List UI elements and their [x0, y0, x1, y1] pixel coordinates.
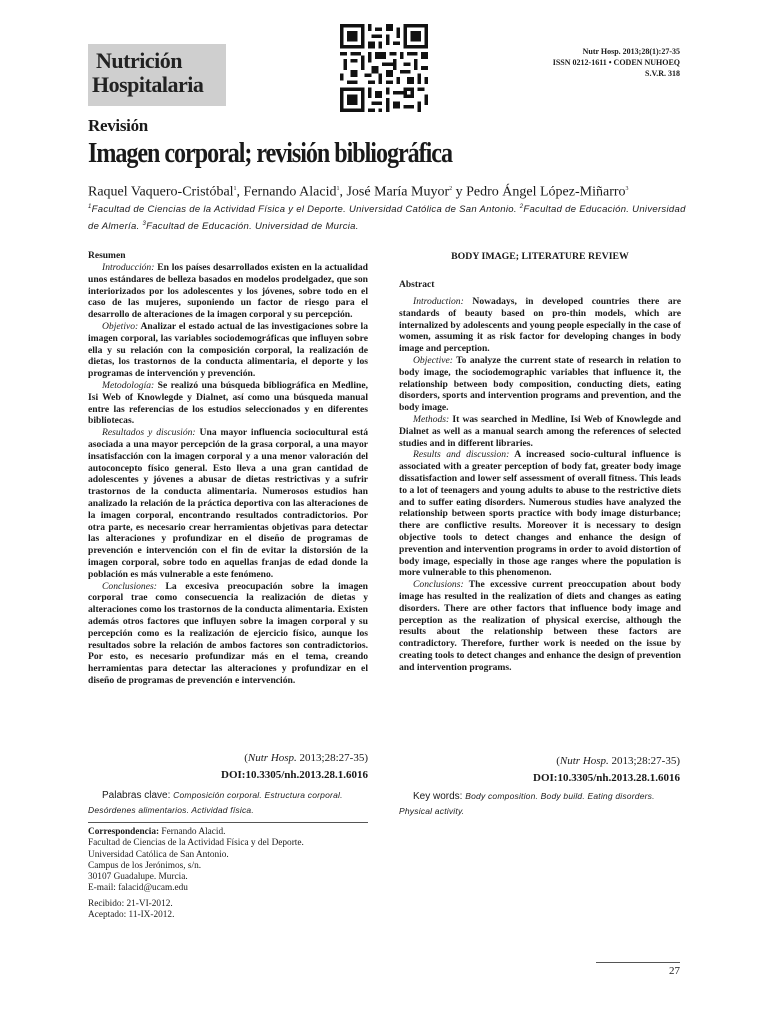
affiliation: Facultad de Educación. Universidad de Murcia.	[146, 221, 359, 233]
email-link[interactable]: E-mail: falacid@ucam.edu	[88, 883, 188, 894]
paragraph	[88, 321, 368, 380]
abstract-heading: Abstract	[399, 280, 435, 290]
correspondence-line: Universidad Católica de San Antonio.	[88, 849, 229, 860]
footer-rule	[596, 962, 680, 963]
keywords-label: Key words:	[413, 791, 466, 802]
english-title: BODY IMAGE; LITERATURE REVIEW	[451, 251, 629, 262]
page-number: 27	[669, 965, 680, 977]
abstract-doi: DOI:10.3305/nh.2013.28.1.6016	[533, 772, 680, 784]
abstract-citation: (Nutr Hosp. 2013;28:27-35)	[556, 755, 680, 767]
affiliations	[88, 200, 688, 234]
paragraph-text: En los países desarrollados existen en la actualidad unos estándares de belleza basados en modelos prodelgadez, que son interiorizados por los adolescentes y los jóvenes, sobre todo en el caso de las mujeres, suponiendo un factor de riesgo para el desarrollo de alteraciones de la imagen corporal y su percepción.	[88, 262, 368, 321]
author-name: José María Muyor	[346, 184, 450, 200]
journal-logo	[88, 44, 226, 106]
paragraph-label: Resultados y discusión:	[102, 427, 196, 439]
paragraph-text: It was searched in Medline, Isi Web of Knowlegde and Dialnet as well as a manual search among the references of selected studies and in different libraries.	[399, 413, 681, 449]
paragraph-text: Nowadays, in developed countries there are standards of beauty based on pro-thin models, which are internalized by adolescents and young people especially in the case of women, assuming it as risk factor for developing changes in body image and perception.	[399, 296, 681, 355]
correspondence-label: Correspondencia:	[88, 827, 160, 837]
paragraph-text: La excesiva preocupación sobre la imagen corporal trae como consecuencia la realización de dietas y alteraciones como los trastornos de la conducta alimentaria. Existen además otros factores que influyen sobre la imagen corporal y su percepción como es la realización de ejercicio físico, aunque los resultados sobre la relación de ambos factores son contradictorios. Por esto, es necesario profundizar más en el tema, creando herramientas para detectar las alteraciones y profundizar en el diseño de programas de prevención e intervención.	[88, 580, 368, 686]
author-sup: 2	[449, 186, 453, 192]
paragraph	[399, 579, 681, 673]
logo-line-1: Nutrición	[96, 48, 182, 73]
author-separator: ,	[339, 184, 347, 200]
keywords-label: Palabras clave:	[102, 790, 174, 801]
affil-sup: 1	[88, 204, 92, 210]
paragraph	[88, 380, 368, 427]
affiliation: Facultad de Ciencias de la Actividad Física y el Deporte. Universidad Católica de San Antonio.	[91, 204, 517, 216]
resumen-doi: DOI:10.3305/nh.2013.28.1.6016	[221, 769, 368, 781]
author-name: Fernando Alacid	[243, 184, 337, 200]
citation-rest: 2013;28:27-35)	[608, 755, 680, 767]
paragraph-label: Conclusions:	[413, 579, 464, 591]
paragraph	[399, 449, 681, 579]
citation-rest: 2013;28:27-35)	[296, 752, 368, 764]
author-sup: 1	[336, 186, 340, 192]
paragraph	[88, 262, 368, 321]
dates	[88, 899, 174, 922]
journal-meta	[553, 46, 680, 79]
correspondence-line: 30107 Guadalupe. Murcia.	[88, 872, 188, 883]
paragraph-label: Introducción:	[102, 262, 155, 273]
paragraph-text: Se realizó una búsqueda bibliográfica en Medline, Isi Web of Knowlegde y Dialnet, así como una búsqueda manual entre las referencias de los estudios seleccionados y en diferentes bibliotecas.	[88, 379, 368, 427]
paragraph-text: To analyze the current state of research in relation to body image, the sociodemographic variables that influence it, the relationship between body composition, conducting diets, eating disorders, sports and intervention programs and prevention, and the body image.	[399, 354, 681, 414]
journal-svr: S.V.R. 318	[645, 69, 680, 78]
author-name: Raquel Vaquero-Cristóbal	[88, 184, 234, 200]
logo-line-2: Hospitalaria	[92, 72, 204, 97]
paragraph-text: Una mayor influencia sociocultural está asociada a una mayor percepción de la grasa corporal, a una mayor insatisfacción con la imagen corporal y a una menor valoración del autoconcepto físico general. Esto lleva a una gran cantidad de adolescentes y jóvenes a abusar de dietas restrictivas y a sufrir trastornos de la conducta alimentaria. Numerosos estudios han analizado la relación de la práctica deportiva con las alteraciones de la imagen corporal, encontrando resultados contradictorios. Por otra parte, es necesario crear herramientas objetivas para detectar las alteraciones y profundizar en el diseño de programas de prevención e intervención con el fin de evitar la distorsión de la imagen corporal, sobre todo en aquellas franjas de edad donde la población es más vulnerable a este fenómeno.	[88, 427, 368, 580]
correspondence-line: Campus de los Jerónimos, s/n.	[88, 860, 202, 871]
keywords-text: Composición corporal. Estructura corporal. Desórdenes alimentarios. Actividad física.	[88, 790, 343, 815]
paragraph-text: The excessive current preoccupation about body image has resulted in the realization of diets and changes as eating disorders. There are other factors that influence body image and perception as the realization of physical exercise, although the results about the relationship between these factors are contradictory. Therefore, further work is needed on the issue by creating tools to detect changes and enhance the design of prevention and intervention programs.	[399, 579, 681, 673]
paragraph-text: A increased socio-cultural influence is associated with a greater perception of body fat, greater body image dissatisfaction and lower self assessment of overall fitness. This leads to a lot of teenagers and young adults to abuse to the restrictive diets and to suffer eating disorders. Numerous studies have analyzed the relationship between sports practice with body image disturbance; there are conflictive results. Moreover it is necessary to design objective tools to detect changes and enhance the design of prevention and intervention programs in order to avoid distortion of body image, especially in those age ranges where the population is more vulnerable to this phenomenon.	[399, 449, 681, 579]
author-separator: y	[452, 184, 467, 200]
resumen-heading: Resumen	[88, 251, 126, 261]
paragraph	[88, 581, 368, 687]
correspondence	[88, 827, 368, 895]
resumen-citation: (Nutr Hosp. 2013;28:27-35)	[244, 752, 368, 764]
paragraph	[399, 414, 681, 449]
abstract-body	[399, 296, 681, 674]
paragraph-label: Objetivo:	[102, 320, 139, 332]
author-sup: 3	[625, 186, 629, 192]
affiliation: Facultad de Educación. Universidad de Almería.	[88, 204, 686, 233]
citation-journal: Nutr Hosp.	[247, 752, 297, 764]
article-title: Imagen corporal; revisión bibliográfica	[88, 138, 452, 169]
accepted-date: Aceptado: 11-IX-2012.	[88, 910, 175, 921]
paragraph-label: Metodología:	[102, 379, 155, 391]
author-list	[88, 180, 629, 202]
journal-issn: ISSN 0212-1611 • CODEN NUHOEQ	[552, 58, 680, 67]
author-separator: ,	[236, 184, 244, 200]
affil-sup: 2	[519, 204, 524, 210]
affil-sup: 3	[142, 221, 147, 228]
journal-ref: Nutr Hosp. 2013;28(1):27-35	[582, 47, 680, 56]
paragraph	[399, 355, 681, 414]
paragraph-text: Analizar el estado actual de las investigaciones sobre la imagen corporal, las variables sociodemográficas que influyen sobre ella y su relación con la composición corporal, la realización de dietas, los trastornos de la conducta alimentaria, el deporte y los programas de intervención y prevención.	[88, 320, 368, 380]
paragraph-label: Methods:	[413, 413, 450, 425]
correspondence-line: Facultad de Ciencias de la Actividad Física y del Deporte.	[88, 838, 304, 849]
paragraph-label: Results and discussion:	[413, 449, 510, 461]
paragraph-label: Conclusiones:	[102, 580, 157, 592]
resumen-keywords	[88, 788, 373, 818]
paragraph	[88, 427, 368, 580]
author-name: Pedro Ángel López-Miñarro	[466, 184, 626, 200]
qr-code-icon	[340, 24, 428, 112]
received-date: Recibido: 21-VI-2012.	[88, 899, 173, 909]
paragraph-label: Introduction:	[413, 296, 464, 307]
section-label: Revisión	[88, 116, 148, 135]
divider	[88, 822, 368, 823]
paragraph	[399, 296, 681, 355]
resumen-body	[88, 262, 368, 687]
keywords-text: Body composition. Body build. Eating disorders. Physical activity.	[399, 791, 655, 816]
abstract-keywords	[399, 789, 684, 819]
correspondence-name: Fernando Alacid.	[159, 827, 226, 837]
paragraph-label: Objective:	[413, 354, 453, 366]
citation-journal: Nutr Hosp.	[559, 755, 609, 767]
author-sup: 1	[233, 186, 237, 192]
